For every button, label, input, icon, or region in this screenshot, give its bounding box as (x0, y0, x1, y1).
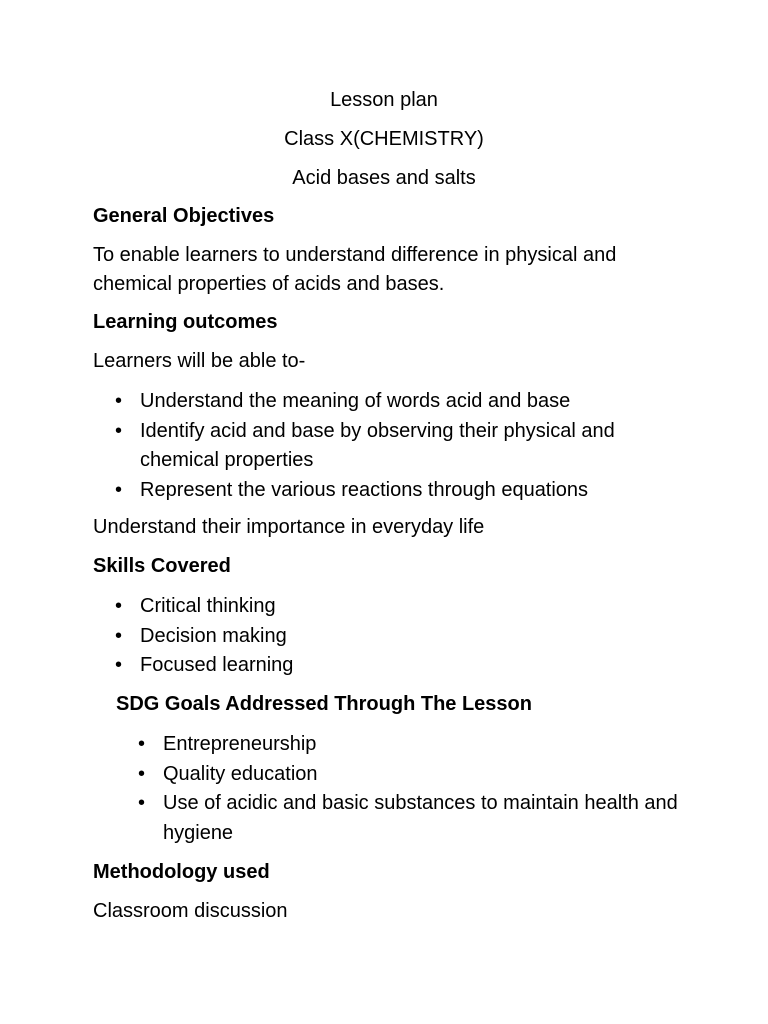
list-item-text: Decision making (140, 624, 287, 647)
sdg-heading: SDG Goals Addressed Through The Lesson (116, 693, 532, 715)
list-item (138, 789, 683, 848)
list-item (115, 387, 680, 417)
bullet-icon: • (138, 792, 146, 814)
learning-outcomes-after: Understand their importance in everyday life (93, 516, 485, 538)
list-item-text: Critical thinking (140, 595, 276, 617)
list-item-text: Quality education (163, 762, 318, 785)
bullet-icon: • (138, 762, 146, 785)
learning-outcomes-heading: Learning outcomes (93, 311, 278, 333)
list-item (115, 417, 680, 476)
list-item-text: Use of acidic and basic substances to maintain health and hygiene (163, 792, 678, 844)
list-item (138, 760, 683, 790)
topic-subtitle: Acid bases and salts (292, 167, 476, 189)
learning-outcomes-intro: Learners will be able to- (93, 350, 306, 372)
bullet-icon: • (138, 733, 146, 755)
lesson-plan-title: Lesson plan (330, 89, 438, 111)
list-item (115, 622, 680, 652)
skills-list (115, 592, 680, 681)
list-item (138, 730, 683, 760)
general-objectives-heading: General Objectives (93, 205, 275, 227)
class-subtitle: Class X(CHEMISTRY) (284, 128, 484, 150)
methodology-heading: Methodology used (93, 861, 270, 883)
bullet-icon: • (115, 390, 123, 412)
list-item (115, 592, 680, 622)
list-item (115, 476, 680, 506)
list-item-text: Understand the meaning of words acid and base (140, 390, 571, 412)
bullet-icon: • (115, 419, 123, 442)
sdg-list (138, 730, 683, 848)
list-item-text: Represent the various reactions through equations (140, 478, 589, 501)
list-item (115, 651, 680, 681)
skills-heading: Skills Covered (93, 555, 231, 577)
methodology-text: Classroom discussion (93, 900, 288, 922)
list-item-text: Entrepreneurship (163, 733, 317, 755)
list-item-text: Focused learning (140, 654, 294, 676)
general-objectives-text: To enable learners to understand difference in physical and chemical properties of acids and bases. (93, 244, 617, 295)
bullet-icon: • (115, 624, 123, 647)
list-item-text: Identify acid and base by observing their physical and chemical properties (140, 419, 615, 471)
bullet-icon: • (115, 478, 123, 501)
bullet-icon: • (115, 654, 123, 676)
learning-outcomes-list (115, 387, 680, 505)
bullet-icon: • (115, 595, 123, 617)
